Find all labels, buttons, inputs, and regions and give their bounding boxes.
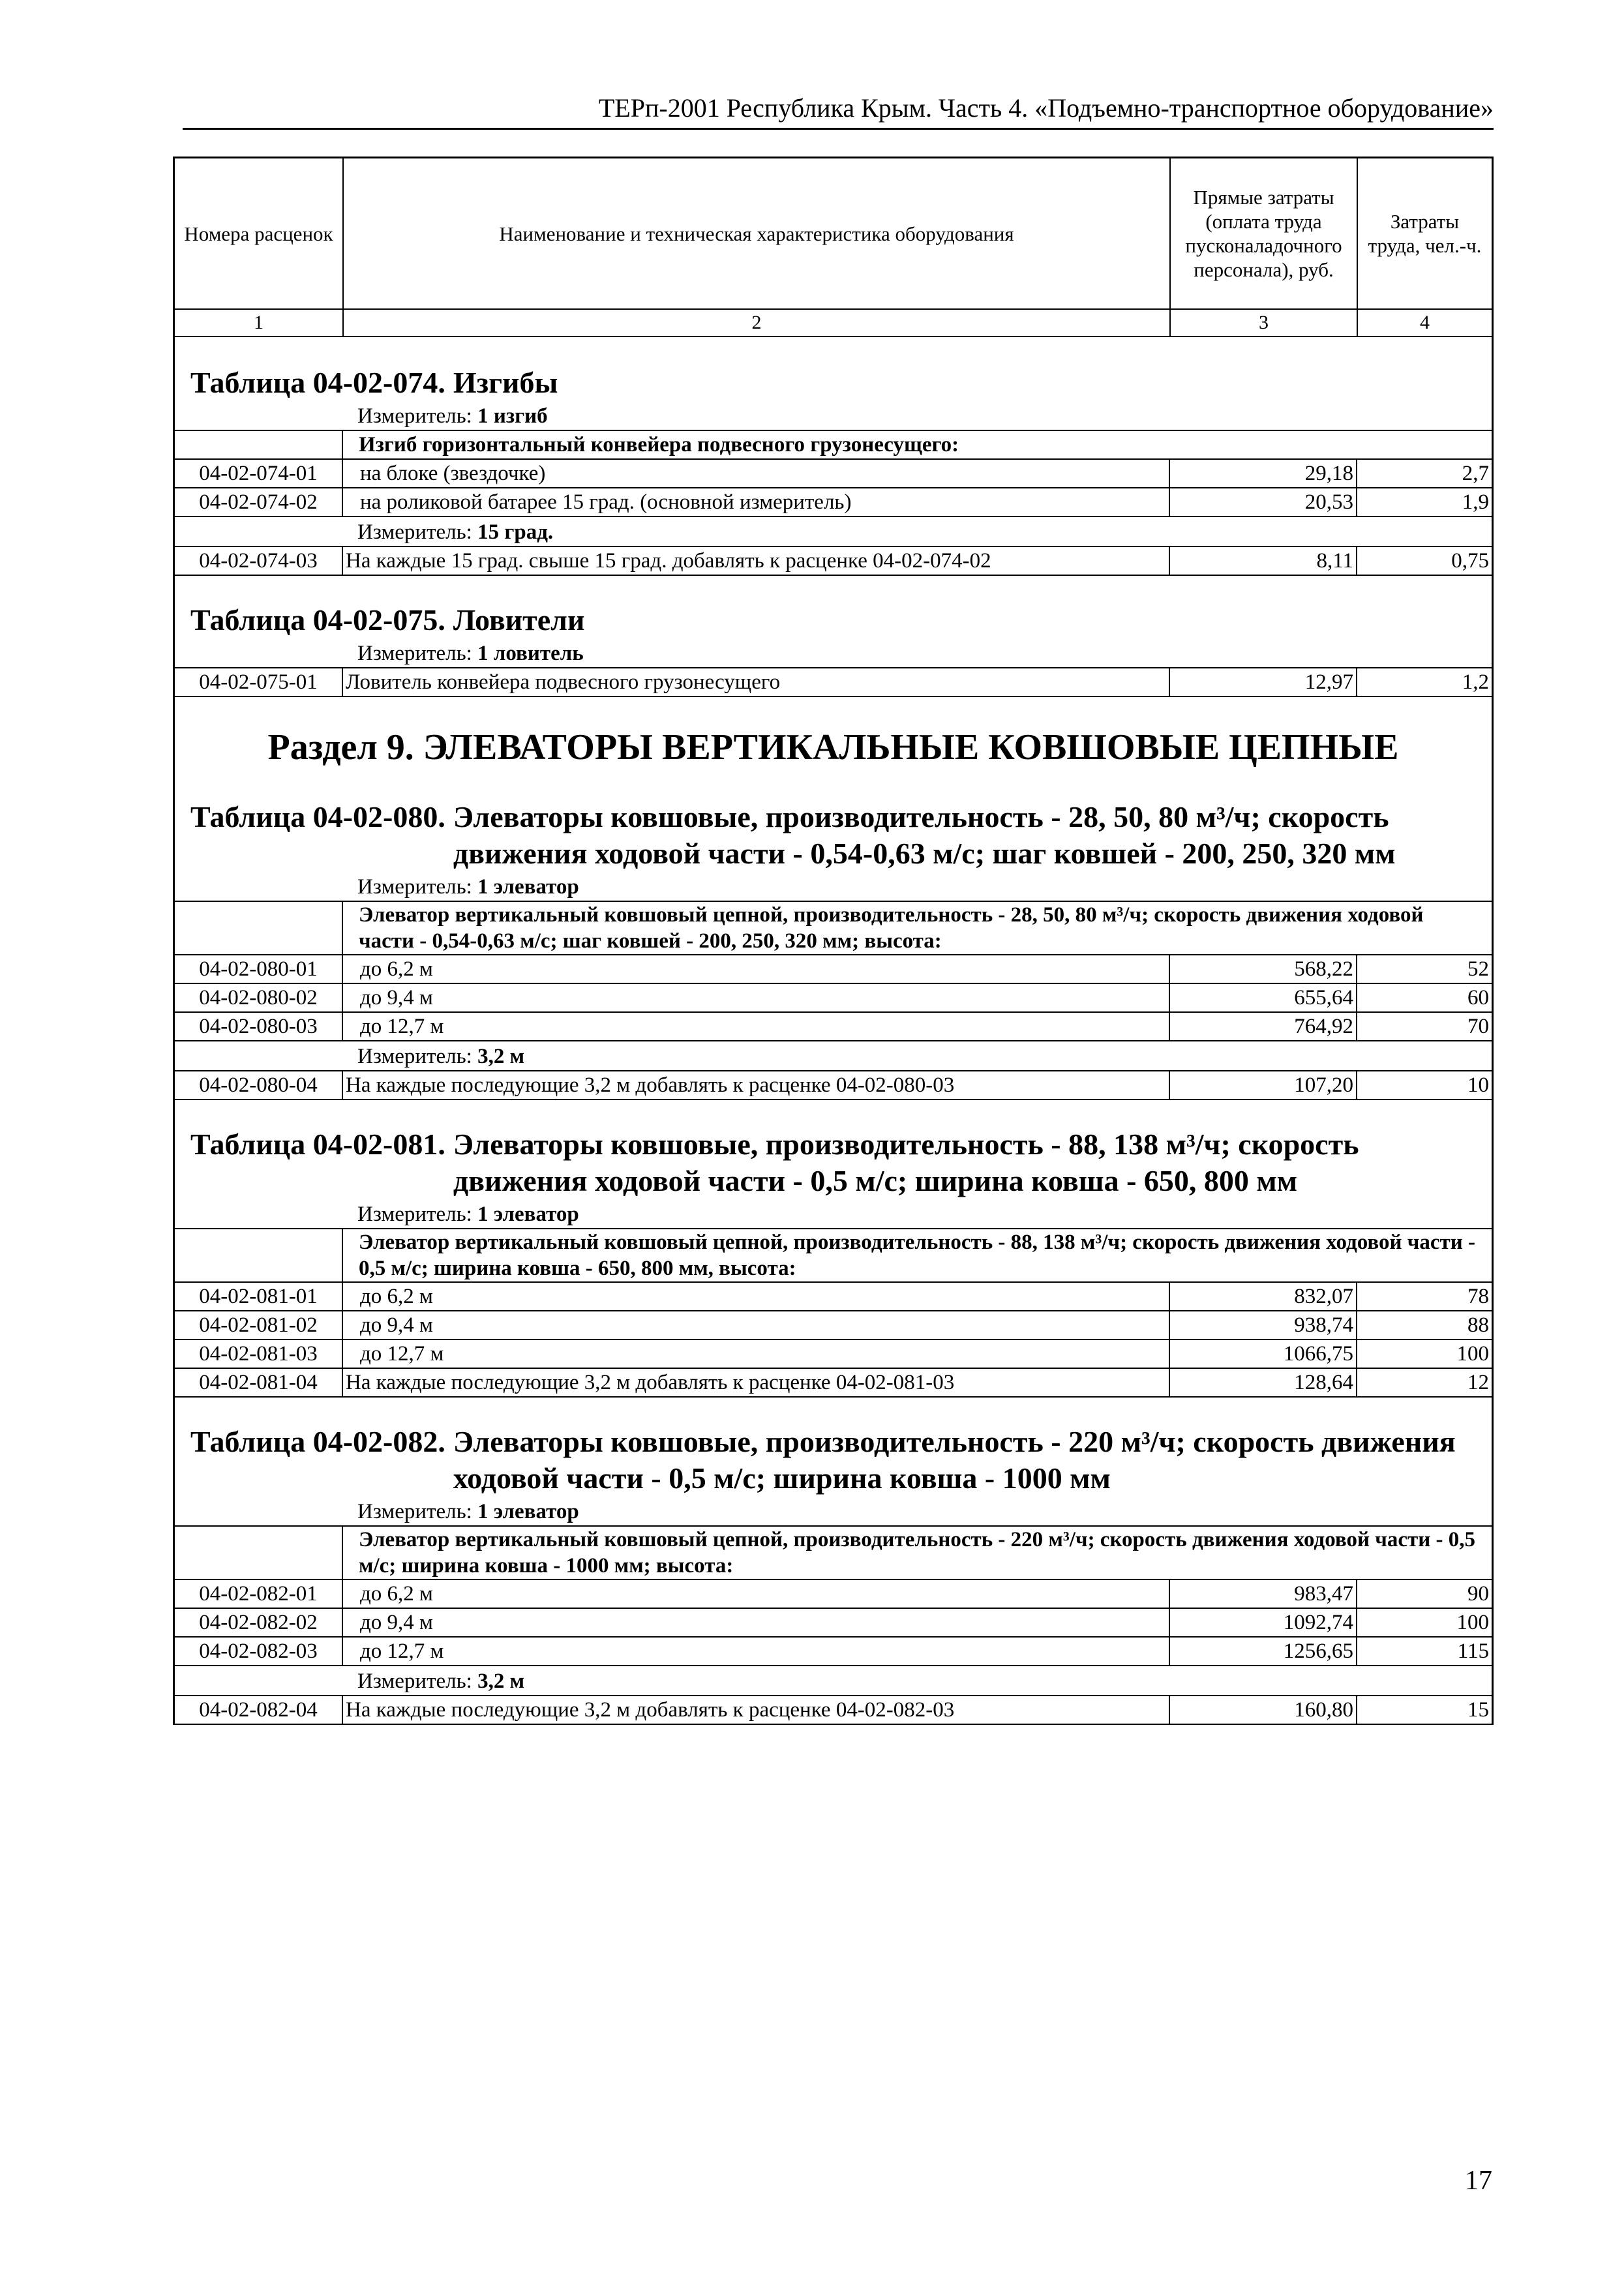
t074-group-code-cell xyxy=(175,430,342,459)
page-number: 17 xyxy=(1465,2166,1492,2196)
column-header-direct-costs: Прямые затраты (оплата труда пусконаладочного персонала), руб. xyxy=(1169,158,1357,308)
t082-title-number: Таблица 04-02-082. xyxy=(190,1425,445,1458)
t080-rate-row-02-name: до 9,4 м xyxy=(342,983,1169,1012)
t080-rate-row-02-code: 04-02-080-02 xyxy=(175,983,342,1012)
t082-rate-row-03-name: до 12,7 м xyxy=(342,1637,1169,1666)
t080-rate-row-01-cost: 568,22 xyxy=(1169,955,1357,983)
t074-extra-table xyxy=(175,546,1492,576)
t080-rate-row-03-cost: 764,92 xyxy=(1169,1012,1357,1041)
t082-rate-row-02 xyxy=(175,1608,1492,1637)
t081-group-row xyxy=(175,1229,1492,1282)
column-header-labor: Затраты труда, чел.-ч. xyxy=(1357,158,1492,308)
t074-extra-row-labor: 0,75 xyxy=(1357,546,1492,575)
t074-rate-row-02-cost: 20,53 xyxy=(1169,488,1357,516)
t081-extra-row-name: На каждые последующие 3,2 м добавлять к расценке 04-02-081-03 xyxy=(342,1368,1169,1397)
t074-table xyxy=(175,430,1492,517)
t082-rate-row-02-labor: 100 xyxy=(1357,1608,1492,1637)
t081-meter-1-value: 1 элеватор xyxy=(477,1203,579,1226)
t074-rate-row-01-cost: 29,18 xyxy=(1169,459,1357,488)
t082-rate-row-03-cost: 1256,65 xyxy=(1169,1637,1357,1666)
column-number-4: 4 xyxy=(1357,310,1492,336)
t081-extra-row-code: 04-02-081-04 xyxy=(175,1368,342,1397)
t081-rate-row-03-labor: 100 xyxy=(1357,1339,1492,1368)
t082-title-name: Элеваторы ковшовые, производительность - 220 м³/ч; скорость движения ходовой части - 0,5 м/с; ширина ковша - 1000 мм xyxy=(453,1425,1456,1495)
t074-extra-row-code: 04-02-074-03 xyxy=(175,546,342,575)
t081-rate-row-01-labor: 78 xyxy=(1357,1282,1492,1311)
t081-table xyxy=(175,1228,1492,1398)
t080-rate-row-01-code: 04-02-080-01 xyxy=(175,955,342,983)
t080-meter-1-label: Измеритель: xyxy=(357,875,472,899)
t080-rate-row-01-labor: 52 xyxy=(1357,955,1492,983)
t074-meter-1 xyxy=(175,401,1492,430)
t080-meter-2-label: Измеритель: xyxy=(357,1045,472,1068)
t081-rate-row-02-code: 04-02-081-02 xyxy=(175,1311,342,1339)
t082-rate-row-03-code: 04-02-082-03 xyxy=(175,1637,342,1666)
t082-rate-row-02-code: 04-02-082-02 xyxy=(175,1608,342,1637)
t074-rate-row-02 xyxy=(175,488,1492,516)
t082-group-heading: Элеватор вертикальный ковшовый цепной, производительность - 220 м³/ч; скорость движения ходовой части - 0,5 м/с; ширина ковша - 1000 мм; высота: xyxy=(342,1526,1492,1579)
t081-rate-row-03-cost: 1066,75 xyxy=(1169,1339,1357,1368)
t074-meter-2-label: Измеритель: xyxy=(357,520,472,544)
t080-rate-row-01-name: до 6,2 м xyxy=(342,955,1169,983)
t081-group-heading: Элеватор вертикальный ковшовый цепной, производительность - 88, 138 м³/ч; скорость движения ходовой части - 0,5 м/с; ширина ковша - 650, 800 мм, высота: xyxy=(342,1229,1492,1282)
column-header-name: Наименование и техническая характеристика оборудования xyxy=(342,158,1169,308)
t081-title xyxy=(175,1126,1492,1199)
t081-rate-row-03 xyxy=(175,1339,1492,1368)
column-header-codes: Номера расценок xyxy=(184,222,333,245)
t080-meter-1-value: 1 элеватор xyxy=(477,875,579,899)
t081-rate-row-02-labor: 88 xyxy=(1357,1311,1492,1339)
t080-rate-row-03-labor: 70 xyxy=(1357,1012,1492,1041)
header-rule xyxy=(183,128,1494,130)
t080-rate-row-03-code: 04-02-080-03 xyxy=(175,1012,342,1041)
t080-rate-row-02-cost: 655,64 xyxy=(1169,983,1357,1012)
t080-group-code-cell xyxy=(175,901,342,955)
t080-rate-row-01 xyxy=(175,955,1492,983)
t082-extra-table xyxy=(175,1695,1492,1725)
t074-meter-2 xyxy=(175,517,1492,546)
t082-meter-1-value: 1 элеватор xyxy=(477,1500,579,1523)
t080-meter-2 xyxy=(175,1041,1492,1070)
t082-rate-row-01-name: до 6,2 м xyxy=(342,1579,1169,1608)
t080-extra-row-name: На каждые последующие 3,2 м добавлять к расценке 04-02-080-03 xyxy=(342,1071,1169,1100)
t081-rate-row-02-cost: 938,74 xyxy=(1169,1311,1357,1339)
t080-rate-row-03-name: до 12,7 м xyxy=(342,1012,1169,1041)
t082-meter-2-value: 3,2 м xyxy=(477,1669,525,1693)
t074-rate-row-01-code: 04-02-074-01 xyxy=(175,459,342,488)
t081-rate-row-01-code: 04-02-081-01 xyxy=(175,1282,342,1311)
t080-extra-row-labor: 10 xyxy=(1357,1071,1492,1100)
t074-group-heading: Изгиб горизонтальный конвейера подвесного грузонесущего: xyxy=(342,430,1492,459)
t075-title-name: Ловители xyxy=(453,603,585,636)
t080-group-row xyxy=(175,901,1492,955)
t074-rate-row-01-name: на блоке (звездочке) xyxy=(342,459,1169,488)
t082-meter-2-label: Измеритель: xyxy=(357,1669,472,1693)
t081-rate-row-03-code: 04-02-081-03 xyxy=(175,1339,342,1368)
t082-rate-row-02-cost: 1092,74 xyxy=(1169,1608,1357,1637)
t081-group-code-cell xyxy=(175,1229,342,1282)
t074-meter-2-value: 15 град. xyxy=(477,520,554,544)
t082-meter-1 xyxy=(175,1497,1492,1525)
t080-table xyxy=(175,901,1492,1041)
column-number-row xyxy=(175,308,1492,337)
t081-rate-row-02 xyxy=(175,1311,1492,1339)
t082-extra-row-name: На каждые последующие 3,2 м добавлять к расценке 04-02-082-03 xyxy=(342,1696,1169,1724)
t080-title-number: Таблица 04-02-080. xyxy=(190,800,445,833)
t082-rate-row-01-cost: 983,47 xyxy=(1169,1579,1357,1608)
column-number-2: 2 xyxy=(342,310,1169,336)
section-title: Раздел 9. ЭЛЕВАТОРЫ ВЕРТИКАЛЬНЫЕ КОВШОВЫЕ ЦЕПНЫЕ xyxy=(267,727,1399,768)
t081-extra-row xyxy=(175,1368,1492,1397)
t075-meter-1 xyxy=(175,638,1492,667)
t081-rate-row-03-name: до 12,7 м xyxy=(342,1339,1169,1368)
t075-rate-row-01-cost: 12,97 xyxy=(1169,668,1357,696)
t074-extra-row-name: На каждые 15 град. свыше 15 град. добавлять к расценке 04-02-074-02 xyxy=(342,546,1169,575)
t075-table xyxy=(175,667,1492,697)
rates-sheet xyxy=(173,157,1494,1725)
t080-rate-row-02-labor: 60 xyxy=(1357,983,1492,1012)
t074-extra-row xyxy=(175,546,1492,575)
t081-extra-row-cost: 128,64 xyxy=(1169,1368,1357,1397)
t074-title-number: Таблица 04-02-074. xyxy=(190,366,445,399)
t082-extra-row-labor: 15 xyxy=(1357,1696,1492,1724)
t074-rate-row-02-code: 04-02-074-02 xyxy=(175,488,342,516)
t075-title-number: Таблица 04-02-075. xyxy=(190,603,445,636)
t081-rate-row-02-name: до 9,4 м xyxy=(342,1311,1169,1339)
t082-title xyxy=(175,1424,1492,1497)
t082-rate-row-03 xyxy=(175,1637,1492,1666)
t074-meter-1-label: Измеритель: xyxy=(357,404,472,428)
t082-extra-row xyxy=(175,1696,1492,1724)
t074-meter-1-value: 1 изгиб xyxy=(477,404,548,428)
column-header-row xyxy=(175,157,1492,308)
t075-rate-row-01-name: Ловитель конвейера подвесного грузонесущего xyxy=(342,668,1169,696)
t082-extra-row-cost: 160,80 xyxy=(1169,1696,1357,1724)
t075-rate-row-01 xyxy=(175,668,1492,696)
t075-rate-row-01-code: 04-02-075-01 xyxy=(175,668,342,696)
t080-rate-row-03 xyxy=(175,1012,1492,1041)
t082-rate-row-03-labor: 115 xyxy=(1357,1637,1492,1666)
t081-title-name: Элеваторы ковшовые, производительность - 88, 138 м³/ч; скорость движения ходовой части - 0,5 м/с; ширина ковша - 650, 800 мм xyxy=(453,1128,1359,1197)
t080-extra-row-code: 04-02-080-04 xyxy=(175,1071,342,1100)
t081-rate-row-01-cost: 832,07 xyxy=(1169,1282,1357,1311)
t082-extra-row-code: 04-02-082-04 xyxy=(175,1696,342,1724)
t074-extra-row-cost: 8,11 xyxy=(1169,546,1357,575)
t082-group-row xyxy=(175,1526,1492,1579)
t074-rate-row-02-name: на роликовой батарее 15 град. (основной измеритель) xyxy=(342,488,1169,516)
t080-group-heading: Элеватор вертикальный ковшовый цепной, производительность - 28, 50, 80 м³/ч; скорость движения ходовой части - 0,54-0,63 м/с; шаг ковшей - 200, 250, 320 мм; высота: xyxy=(342,901,1492,955)
t074-rate-row-02-labor: 1,9 xyxy=(1357,488,1492,516)
t075-title xyxy=(175,602,1492,638)
t080-meter-2-value: 3,2 м xyxy=(477,1045,525,1068)
t075-rate-row-01-labor: 1,2 xyxy=(1357,668,1492,696)
t082-rate-row-02-name: до 9,4 м xyxy=(342,1608,1169,1637)
t080-meter-1 xyxy=(175,872,1492,901)
t074-group-row xyxy=(175,430,1492,459)
t082-rate-row-01-code: 04-02-082-01 xyxy=(175,1579,342,1608)
t080-title xyxy=(175,799,1492,872)
t081-extra-row-labor: 12 xyxy=(1357,1368,1492,1397)
t080-extra-row xyxy=(175,1071,1492,1100)
t080-extra-row-cost: 107,20 xyxy=(1169,1071,1357,1100)
t081-title-number: Таблица 04-02-081. xyxy=(190,1128,445,1161)
t080-title-name: Элеваторы ковшовые, производительность - 28, 50, 80 м³/ч; скорость движения ходовой части - 0,54-0,63 м/с; шаг ковшей - 200, 250, 320 мм xyxy=(453,800,1396,870)
t074-title xyxy=(175,365,1492,401)
t074-rate-row-01 xyxy=(175,459,1492,488)
t082-group-code-cell xyxy=(175,1526,342,1579)
t080-extra-table xyxy=(175,1070,1492,1100)
column-number-1: 1 xyxy=(254,312,263,333)
t081-meter-1-label: Измеритель: xyxy=(357,1203,472,1226)
t080-rate-row-02 xyxy=(175,983,1492,1012)
column-number-3: 3 xyxy=(1169,310,1357,336)
t075-meter-1-value: 1 ловитель xyxy=(477,642,584,665)
running-header: ТЕРп-2001 Республика Крым. Часть 4. «Подъемно-транспортное оборудование» xyxy=(598,93,1494,123)
t074-title-name: Изгибы xyxy=(453,366,558,399)
t082-rate-row-01-labor: 90 xyxy=(1357,1579,1492,1608)
t082-rate-row-01 xyxy=(175,1579,1492,1608)
t081-rate-row-01 xyxy=(175,1282,1492,1311)
t075-meter-1-label: Измеритель: xyxy=(357,642,472,665)
t082-meter-1-label: Измеритель: xyxy=(357,1500,472,1523)
t081-meter-1 xyxy=(175,1199,1492,1228)
t082-table xyxy=(175,1525,1492,1666)
t081-rate-row-01-name: до 6,2 м xyxy=(342,1282,1169,1311)
t082-meter-2 xyxy=(175,1666,1492,1695)
t074-rate-row-01-labor: 2,7 xyxy=(1357,459,1492,488)
